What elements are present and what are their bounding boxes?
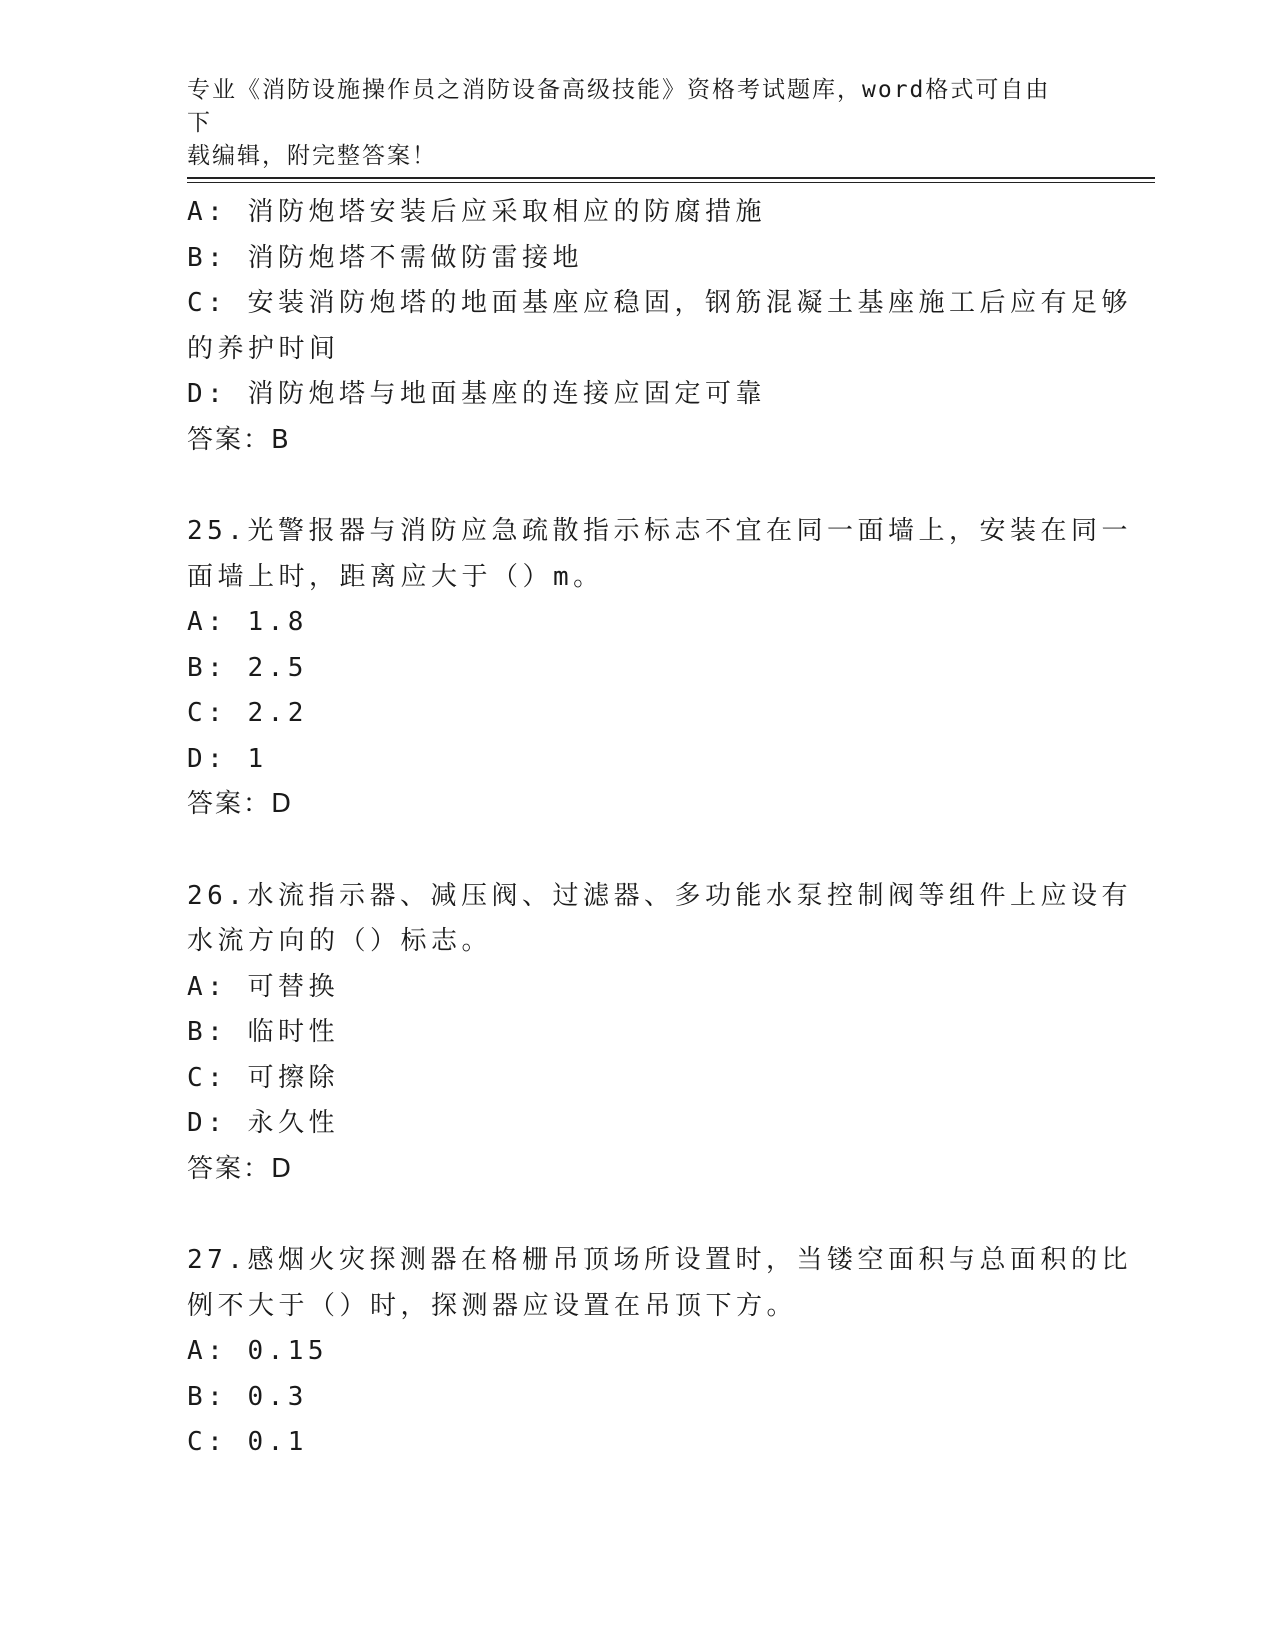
spacer	[187, 463, 1087, 509]
header-divider-thick	[187, 177, 1155, 179]
option-c: C: 安装消防炮塔的地面基座应稳固，钢筋混凝土基座施工后应有足够	[187, 288, 1132, 318]
question-27	[187, 1238, 1132, 1466]
option-d: D: 消防炮塔与地面基座的连接应固定可靠	[187, 379, 766, 409]
option-c: C: 2.2	[187, 698, 308, 728]
option-a: A: 消防炮塔安装后应采取相应的防腐措施	[187, 197, 766, 227]
question-stem-continued: 水流方向的（）标志。	[187, 926, 493, 956]
option-a: A: 0.15	[187, 1336, 329, 1366]
option-d: D: 永久性	[187, 1108, 339, 1138]
option-c: C: 0.1	[187, 1427, 308, 1457]
option-c-continued: 的养护时间	[187, 333, 340, 364]
question-stem-continued: 例不大于（）时，探测器应设置在吊顶下方。	[187, 1290, 798, 1321]
option-a: A: 1.8	[187, 607, 308, 637]
option-c: C: 可擦除	[187, 1062, 339, 1093]
question-stem-continued: 面墙上时，距离应大于（）m。	[187, 561, 604, 592]
header-line-1: 专业《消防设施操作员之消防设备高级技能》资格考试题库，word格式可自由下	[187, 77, 1051, 136]
question-26	[187, 874, 1132, 1193]
question-stem: 26.水流指示器、减压阀、过滤器、多功能水泵控制阀等组件上应设有	[187, 880, 1132, 911]
option-b: B: 0.3	[187, 1381, 308, 1412]
question-stem: 25.光警报器与消防应急疏散指示标志不宜在同一面墙上，安装在同一	[187, 516, 1132, 546]
document-header	[187, 74, 1067, 173]
answer: 答案：D	[187, 789, 294, 819]
header-divider-thin	[187, 182, 1155, 183]
option-b: B: 消防炮塔不需做防雷接地	[187, 242, 583, 273]
option-b: B: 2.5	[187, 652, 308, 683]
answer: 答案：B	[187, 424, 291, 455]
spacer	[187, 828, 1087, 874]
question-25	[187, 509, 1132, 828]
spacer	[187, 1192, 1087, 1238]
answer: 答案：D	[187, 1153, 294, 1184]
question-list	[187, 190, 1132, 1466]
question-stem: 27.感烟火灾探测器在格栅吊顶场所设置时，当镂空面积与总面积的比	[187, 1245, 1132, 1275]
option-a: A: 可替换	[187, 971, 339, 1002]
header-line-2: 载编辑，附完整答案！	[187, 143, 437, 169]
question-24	[187, 190, 1132, 463]
option-b: B: 临时性	[187, 1017, 339, 1047]
option-d: D: 1	[187, 743, 268, 774]
